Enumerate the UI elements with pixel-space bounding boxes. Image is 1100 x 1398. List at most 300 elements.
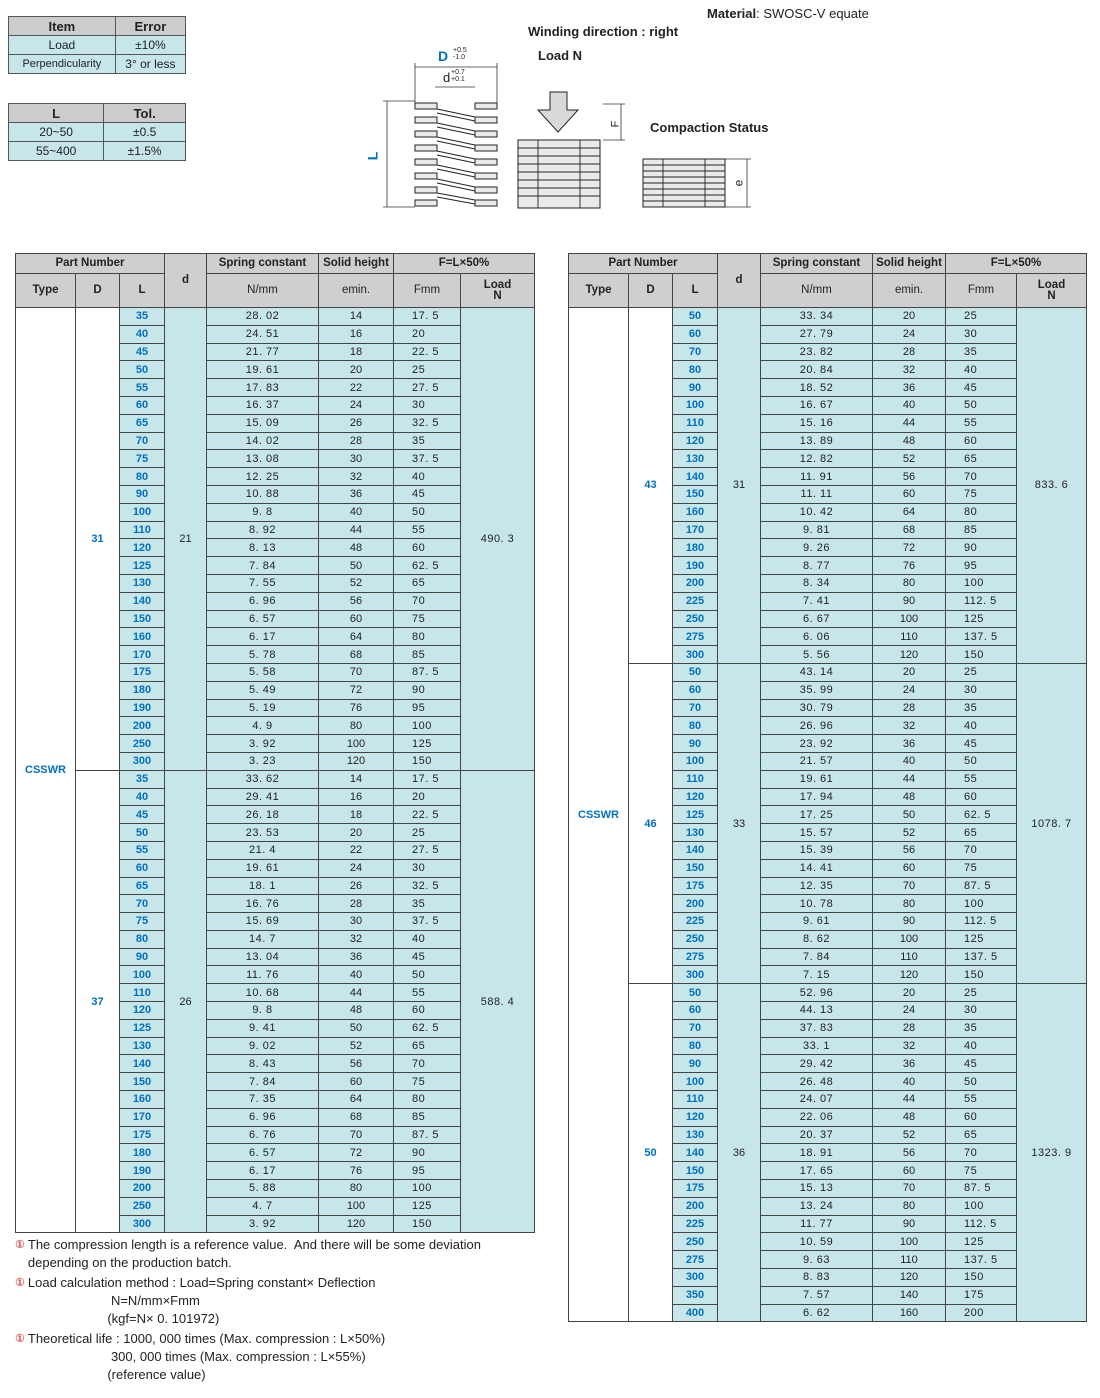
fmm-cell: 87. 5 [946,1180,1017,1198]
fmm-cell: 137. 5 [946,948,1017,966]
spring-constant-cell: 11. 91 [761,468,873,486]
spring-constant-cell: 20. 84 [761,361,873,379]
fmm-cell: 70 [394,592,461,610]
L-cell: 275 [673,1251,718,1269]
fmm-cell: 95 [394,1162,461,1180]
th-L: L [120,274,165,308]
spring-constant-cell: 23. 82 [761,343,873,361]
fmm-cell: 65 [946,824,1017,842]
fmm-cell: 35 [946,1019,1017,1037]
L-cell: 130 [120,574,165,592]
th-load-unit: N [493,289,502,302]
L-cell: 75 [120,913,165,931]
left-table-body [16,308,535,1233]
L-cell: 60 [120,859,165,877]
solid-height-cell: 20 [319,361,394,379]
L-cell: 200 [673,895,718,913]
fmm-cell: 35 [394,432,461,450]
L-cell: 130 [673,450,718,468]
fmm-cell: 20 [394,788,461,806]
solid-height-cell: 20 [873,663,946,681]
fmm-cell: 100 [394,1180,461,1198]
L-cell: 140 [673,841,718,859]
fmm-cell: 175 [946,1286,1017,1304]
spring-constant-cell: 10. 78 [761,895,873,913]
spring-constant-cell: 9. 61 [761,913,873,931]
L-cell: 180 [673,539,718,557]
L-cell: 275 [673,628,718,646]
spring-constant-cell: 13. 24 [761,1197,873,1215]
L-cell: 175 [673,1180,718,1198]
th-spring-constant: Spring constant [761,254,873,274]
fmm-cell: 200 [946,1304,1017,1322]
th-f-group: F=L×50% [946,254,1087,274]
th-solid-height: Solid height [873,254,946,274]
L-cell: 90 [120,948,165,966]
fmm-cell: 85 [946,521,1017,539]
D-cell: 50 [629,984,673,1322]
load-cell: 1323. 9 [1017,984,1087,1322]
table-row [16,770,535,788]
F-dimension-label: F [609,120,622,128]
fmm-cell: 55 [946,1091,1017,1109]
fmm-cell: 25 [394,824,461,842]
spring-constant-cell: 21. 4 [207,841,319,859]
solid-height-cell: 20 [873,984,946,1002]
spring-constant-cell: 19. 61 [207,859,319,877]
spring-constant-cell: 19. 61 [207,361,319,379]
spring-constant-cell: 37. 83 [761,1019,873,1037]
solid-height-cell: 44 [873,1091,946,1109]
L-cell: 120 [673,788,718,806]
L-cell: 110 [673,1091,718,1109]
fmm-cell: 25 [946,984,1017,1002]
solid-height-cell: 28 [319,895,394,913]
spring-constant-cell: 19. 61 [761,770,873,788]
L-cell: 160 [120,1091,165,1109]
solid-height-cell: 52 [873,450,946,468]
D-dimension-label: D [438,48,449,64]
fmm-cell: 75 [946,485,1017,503]
fmm-cell: 30 [946,681,1017,699]
L-cell: 130 [673,1126,718,1144]
fmm-cell: 35 [946,699,1017,717]
solid-height-cell: 70 [319,663,394,681]
spring-constant-cell: 29. 41 [207,788,319,806]
fmm-cell: 125 [394,1197,461,1215]
solid-height-cell: 20 [873,308,946,326]
fmm-cell: 112. 5 [946,592,1017,610]
table-row [569,663,1087,681]
L-cell: 100 [673,396,718,414]
fmm-cell: 60 [946,432,1017,450]
fmm-cell: 30 [946,1002,1017,1020]
L-cell: 175 [120,1126,165,1144]
fmm-cell: 125 [946,610,1017,628]
solid-height-cell: 100 [319,735,394,753]
spring-constant-cell: 13. 89 [761,432,873,450]
spring-constant-cell: 14. 02 [207,432,319,450]
spring-constant-cell: 21. 57 [761,752,873,770]
fmm-cell: 75 [394,610,461,628]
L-cell: 400 [673,1304,718,1322]
note-2 [15,1274,545,1328]
L-cell: 45 [120,343,165,361]
spring-constant-cell: 9. 02 [207,1037,319,1055]
spring-constant-cell: 8. 43 [207,1055,319,1073]
L-cell: 110 [673,414,718,432]
D-tol-top: +0.5 [453,47,467,54]
cell: 55~400 [9,142,104,161]
L-cell: 90 [120,485,165,503]
note-marker: ① [15,1239,25,1251]
fmm-cell: 20 [394,325,461,343]
fmm-cell: 87. 5 [946,877,1017,895]
spring-diagram [375,55,765,215]
th-type: Type [16,274,76,308]
L-cell: 120 [673,432,718,450]
L-cell: 140 [673,468,718,486]
fmm-cell: 50 [394,966,461,984]
solid-height-cell: 22 [319,379,394,397]
L-cell: 125 [673,806,718,824]
th-d: d [718,254,761,308]
fmm-cell: 137. 5 [946,628,1017,646]
solid-height-cell: 80 [873,574,946,592]
fmm-cell: 150 [946,646,1017,664]
solid-height-cell: 56 [873,468,946,486]
solid-height-cell: 120 [319,752,394,770]
spring-constant-cell: 9. 41 [207,1019,319,1037]
solid-height-cell: 28 [873,699,946,717]
wire-d-cell: 31 [718,308,761,664]
solid-height-cell: 14 [319,770,394,788]
spring-constant-cell: 5. 56 [761,646,873,664]
solid-height-cell: 56 [319,1055,394,1073]
cell: ±0.5 [104,123,186,142]
L-cell: 60 [673,681,718,699]
th-part-number: Part Number [16,254,165,274]
L-cell: 130 [120,1037,165,1055]
fmm-cell: 60 [946,1108,1017,1126]
solid-height-cell: 16 [319,325,394,343]
spring-constant-cell: 13. 08 [207,450,319,468]
fmm-cell: 30 [394,396,461,414]
winding-direction: Winding direction : right [528,24,679,39]
spring-constant-cell: 18. 1 [207,877,319,895]
L-cell: 250 [673,930,718,948]
fmm-cell: 30 [946,325,1017,343]
spring-constant-cell: 10. 68 [207,984,319,1002]
L-cell: 300 [120,752,165,770]
solid-height-cell: 120 [873,1269,946,1287]
L-cell: 100 [673,1073,718,1091]
solid-height-cell: 60 [873,1162,946,1180]
spring-constant-cell: 14. 7 [207,930,319,948]
solid-height-cell: 76 [319,1162,394,1180]
solid-height-cell: 52 [873,824,946,842]
fmm-cell: 100 [946,1197,1017,1215]
fmm-cell: 75 [394,1073,461,1091]
spring-constant-cell: 16. 37 [207,396,319,414]
spring-constant-cell: 10. 59 [761,1233,873,1251]
solid-height-cell: 44 [319,984,394,1002]
load-cell: 588. 4 [461,770,535,1233]
solid-height-cell: 60 [319,1073,394,1091]
e-dimension-label: e [731,179,746,187]
solid-height-cell: 70 [873,877,946,895]
L-cell: 190 [673,557,718,575]
spring-constant-cell: 6. 76 [207,1126,319,1144]
solid-height-cell: 100 [873,1233,946,1251]
fmm-cell: 37. 5 [394,913,461,931]
L-cell: 350 [673,1286,718,1304]
solid-height-cell: 32 [319,930,394,948]
spring-constant-cell: 6. 57 [207,1144,319,1162]
th-load-unit: N [1047,289,1056,302]
fmm-cell: 60 [394,539,461,557]
fmm-cell: 25 [946,308,1017,326]
compaction-label: Compaction Status [650,120,769,135]
d-tol-bot: +0.1 [451,76,465,83]
L-cell: 50 [673,984,718,1002]
th-tol: Tol. [104,104,186,123]
L-cell: 180 [120,681,165,699]
fmm-cell: 27. 5 [394,379,461,397]
fmm-cell: 100 [394,717,461,735]
L-cell: 175 [120,663,165,681]
fmm-cell: 80 [946,503,1017,521]
spring-constant-cell: 3. 92 [207,735,319,753]
solid-height-cell: 64 [873,503,946,521]
solid-height-cell: 110 [873,1251,946,1269]
solid-height-cell: 90 [873,913,946,931]
spring-constant-cell: 6. 17 [207,1162,319,1180]
L-cell: 150 [673,485,718,503]
fmm-cell: 90 [394,1144,461,1162]
spring-constant-cell: 7. 84 [207,1073,319,1091]
fmm-cell: 70 [946,841,1017,859]
L-cell: 45 [120,806,165,824]
fmm-cell: 17. 5 [394,308,461,326]
L-cell: 55 [120,841,165,859]
L-cell: 60 [673,325,718,343]
fmm-cell: 55 [946,770,1017,788]
L-cell: 35 [120,308,165,326]
load-label: Load N [538,48,583,63]
note-text: The compression length is a reference value. And there will be some deviation depending on the production batch. [27,1237,481,1270]
spring-constant-cell: 3. 23 [207,752,319,770]
solid-height-cell: 36 [319,948,394,966]
spring-constant-cell: 8. 34 [761,574,873,592]
note-3 [15,1330,545,1384]
L-cell: 190 [120,699,165,717]
solid-height-cell: 14 [319,308,394,326]
solid-height-cell: 56 [873,841,946,859]
spring-constant-cell: 21. 77 [207,343,319,361]
spring-constant-cell: 12. 82 [761,450,873,468]
solid-height-cell: 50 [319,1019,394,1037]
L-cell: 120 [673,1108,718,1126]
spring-constant-cell: 6. 17 [207,628,319,646]
load-cell: 490. 3 [461,308,535,771]
fmm-cell: 87. 5 [394,1126,461,1144]
solid-height-cell: 24 [873,1002,946,1020]
L-cell: 65 [120,414,165,432]
spring-constant-cell: 17. 83 [207,379,319,397]
solid-height-cell: 56 [873,1144,946,1162]
wire-d-cell: 21 [165,308,207,771]
L-cell: 70 [120,895,165,913]
spring-constant-cell: 7. 41 [761,592,873,610]
solid-height-cell: 80 [319,717,394,735]
spring-constant-cell: 10. 42 [761,503,873,521]
fmm-cell: 95 [946,557,1017,575]
solid-height-cell: 32 [873,717,946,735]
solid-height-cell: 28 [873,343,946,361]
L-cell: 50 [120,824,165,842]
spring-constant-cell: 12. 25 [207,468,319,486]
D-cell: 31 [76,308,120,771]
spring-constant-cell: 23. 53 [207,824,319,842]
spring-constant-cell: 8. 83 [761,1269,873,1287]
th-load [1017,274,1087,308]
th-D: D [76,274,120,308]
th-L: L [673,274,718,308]
L-cell: 180 [120,1144,165,1162]
fmm-cell: 112. 5 [946,913,1017,931]
solid-height-cell: 60 [873,859,946,877]
L-cell: 225 [673,592,718,610]
spring-constant-cell: 7. 84 [207,557,319,575]
spring-constant-cell: 52. 96 [761,984,873,1002]
fmm-cell: 70 [946,468,1017,486]
L-cell: 110 [120,521,165,539]
notes [15,1236,545,1384]
fmm-cell: 70 [946,1144,1017,1162]
spring-constant-cell: 22. 06 [761,1108,873,1126]
L-dimension-label: L [364,151,381,161]
solid-height-cell: 56 [319,592,394,610]
solid-height-cell: 24 [319,396,394,414]
fmm-cell: 62. 5 [394,557,461,575]
L-cell: 65 [120,877,165,895]
th-solid-height: Solid height [319,254,394,274]
solid-height-cell: 90 [873,592,946,610]
fmm-cell: 137. 5 [946,1251,1017,1269]
fmm-cell: 62. 5 [946,806,1017,824]
solid-height-cell: 70 [319,1126,394,1144]
fmm-cell: 150 [394,1215,461,1233]
L-cell: 200 [673,1197,718,1215]
spring-table-right [568,253,1087,1322]
fmm-cell: 22. 5 [394,806,461,824]
fmm-cell: 50 [946,1073,1017,1091]
fmm-cell: 35 [394,895,461,913]
L-cell: 140 [120,592,165,610]
L-cell: 170 [673,521,718,539]
L-cell: 150 [120,1073,165,1091]
spring-constant-cell: 33. 34 [761,308,873,326]
solid-height-cell: 160 [873,1304,946,1322]
solid-height-cell: 40 [873,752,946,770]
type-cell: CSSWR [569,308,629,1322]
spring-constant-cell: 12. 35 [761,877,873,895]
spring-constant-cell: 8. 92 [207,521,319,539]
spring-constant-cell: 18. 52 [761,379,873,397]
L-cell: 200 [120,1180,165,1198]
solid-height-cell: 50 [319,557,394,575]
spring-constant-cell: 5. 58 [207,663,319,681]
L-cell: 90 [673,735,718,753]
solid-height-cell: 32 [319,468,394,486]
solid-height-cell: 52 [319,574,394,592]
solid-height-cell: 18 [319,806,394,824]
L-cell: 175 [673,877,718,895]
solid-height-cell: 24 [873,681,946,699]
L-cell: 35 [120,770,165,788]
L-cell: 160 [673,503,718,521]
wire-d-cell: 26 [165,770,207,1233]
spring-constant-cell: 9. 63 [761,1251,873,1269]
fmm-cell: 32. 5 [394,414,461,432]
th-load [461,274,535,308]
L-cell: 100 [120,966,165,984]
spring-constant-cell: 24. 51 [207,325,319,343]
D-cell: 37 [76,770,120,1233]
spring-constant-cell: 5. 78 [207,646,319,664]
fmm-cell: 40 [394,468,461,486]
solid-height-cell: 68 [873,521,946,539]
solid-height-cell: 64 [319,628,394,646]
L-cell: 125 [120,557,165,575]
L-cell: 100 [120,503,165,521]
spring-constant-cell: 7. 35 [207,1091,319,1109]
spring-constant-cell: 6. 62 [761,1304,873,1322]
fmm-cell: 60 [394,1002,461,1020]
fmm-cell: 150 [946,1269,1017,1287]
fmm-cell: 150 [946,966,1017,984]
spring-constant-cell: 9. 81 [761,521,873,539]
solid-height-cell: 44 [873,414,946,432]
spring-constant-cell: 15. 57 [761,824,873,842]
L-cell: 120 [120,539,165,557]
solid-height-cell: 60 [873,485,946,503]
solid-height-cell: 22 [319,841,394,859]
spring-constant-cell: 13. 04 [207,948,319,966]
fmm-cell: 95 [394,699,461,717]
th-fmm: Fmm [394,274,461,308]
L-cell: 140 [120,1055,165,1073]
spring-constant-cell: 29. 42 [761,1055,873,1073]
th-spring-constant: Spring constant [207,254,319,274]
fmm-cell: 125 [946,1233,1017,1251]
spring-constant-cell: 26. 18 [207,806,319,824]
cell: ±1.5% [104,142,186,161]
solid-height-cell: 52 [319,1037,394,1055]
solid-height-cell: 68 [319,646,394,664]
table-row [569,984,1087,1002]
spring-constant-cell: 28. 02 [207,308,319,326]
solid-height-cell: 72 [873,539,946,557]
fmm-cell: 40 [394,930,461,948]
solid-height-cell: 40 [319,966,394,984]
note-text: Load calculation method : Load=Spring constant× Deflection N=N/mm×Fmm (kgf=N× 0. 101972) [27,1275,376,1326]
material-value: : SWOSC-V equate [756,6,869,21]
fmm-cell: 70 [394,1055,461,1073]
th-load-label: Load [483,278,512,291]
fmm-cell: 55 [946,414,1017,432]
